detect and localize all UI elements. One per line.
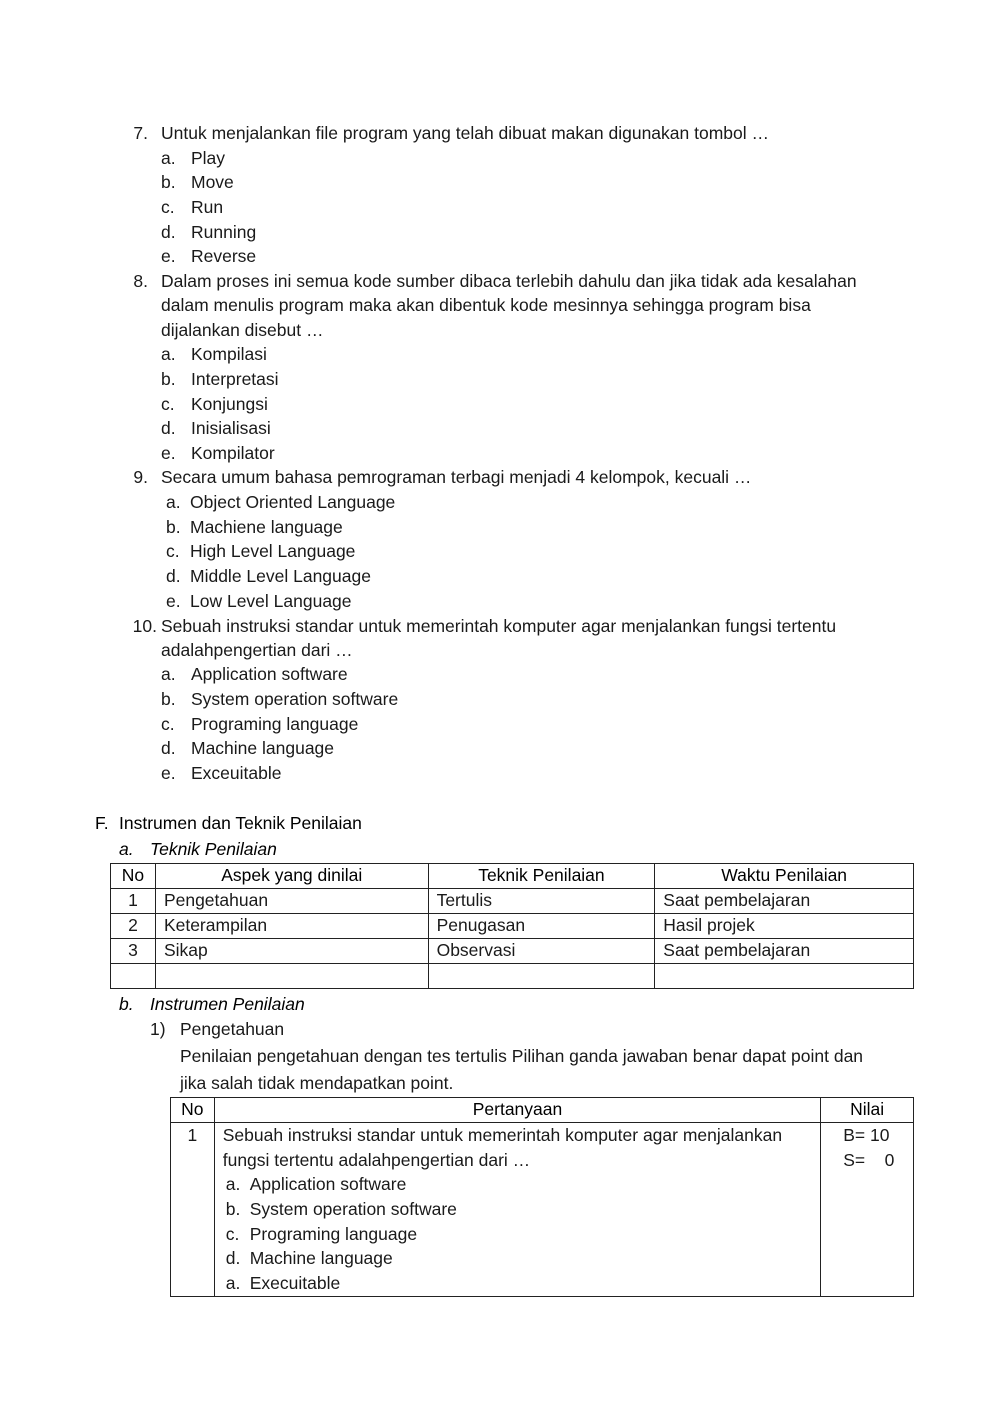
option-letter: c.	[161, 197, 175, 217]
question-text: Dalam proses ini semua kode sumber dibaca terlebih dahulu dan jika tidak ada kesalahan	[161, 271, 857, 291]
option-text: Machine language	[249, 1248, 393, 1269]
option-letter: e.	[161, 443, 176, 463]
option-text: Move	[191, 172, 234, 192]
cell-technique: Observasi	[428, 939, 655, 964]
list-item	[226, 1246, 821, 1271]
header-aspect: Aspek yang dinilai	[155, 864, 428, 889]
header-question: Pertanyaan	[214, 1098, 821, 1123]
option-letter: c.	[161, 714, 175, 734]
question-number: 10.	[132, 616, 157, 636]
header-score: Nilai	[821, 1098, 914, 1123]
option-letter: e.	[161, 763, 176, 783]
cell-aspect: Keterampilan	[155, 914, 428, 939]
item-title: Pengetahuan	[180, 1019, 285, 1039]
cell-score	[821, 1123, 914, 1297]
cell-aspect	[155, 964, 428, 989]
paragraph-line: jika salah tidak mendapatkan point.	[180, 1073, 454, 1093]
option-letter: a.	[225, 1174, 241, 1195]
table-header-row	[111, 864, 914, 889]
option-text: High Level Language	[190, 541, 356, 561]
cell-technique	[428, 964, 655, 989]
header-no: No	[171, 1098, 215, 1123]
option-text: Running	[191, 222, 257, 242]
option-letter: c.	[225, 1223, 240, 1244]
table-row	[111, 914, 914, 939]
cell-time: Hasil projek	[655, 914, 914, 939]
header-time: Waktu Penilaian	[655, 864, 914, 889]
option-letter: b.	[166, 517, 181, 537]
table-row	[111, 939, 914, 964]
section-letter: F.	[95, 813, 109, 833]
option-letter: a.	[161, 148, 176, 168]
option-text: System operation software	[249, 1199, 457, 1220]
option-letter: d.	[161, 222, 176, 242]
option-text: Interpretasi	[191, 369, 279, 389]
question-number: 7.	[133, 123, 148, 143]
option-letter: e.	[161, 246, 176, 266]
option-letter: b.	[161, 172, 176, 192]
option-text: Exceuitable	[191, 763, 282, 783]
option-text: Middle Level Language	[190, 566, 371, 586]
option-letter: a.	[161, 664, 176, 684]
cell-no: 2	[111, 914, 156, 939]
question-text: Sebuah instruksi standar untuk memerintah komputer agar menjalankan fungsi tertentu	[161, 616, 837, 636]
option-text: Object Oriented Language	[190, 492, 396, 512]
question-text: adalahpengertian dari …	[161, 640, 353, 660]
option-letter: d.	[161, 738, 176, 758]
option-text: Reverse	[191, 246, 257, 266]
cell-time	[655, 964, 914, 989]
question-number: 8.	[133, 271, 148, 291]
paragraph-line: Penilaian pengetahuan dengan tes tertulis Pilihan ganda jawaban benar dapat point dan	[180, 1046, 864, 1066]
option-text: Run	[191, 197, 224, 217]
option-letter: c.	[166, 541, 180, 561]
question-text: dijalankan disebut …	[161, 320, 324, 340]
option-text: Machine language	[191, 738, 335, 758]
option-text: Kompilasi	[191, 344, 267, 364]
cell-no	[171, 1123, 215, 1297]
section-title: Instrumen dan Teknik Penilaian	[119, 813, 362, 833]
option-text: Inisialisasi	[191, 418, 271, 438]
score-correct: B= 10	[843, 1125, 890, 1145]
option-letter: c.	[161, 394, 175, 414]
option-letter: a.	[225, 1273, 241, 1294]
cell-time: Saat pembelajaran	[655, 889, 914, 914]
option-text: Application software	[249, 1174, 407, 1195]
option-letter: d.	[225, 1248, 241, 1269]
cell-aspect: Sikap	[155, 939, 428, 964]
cell-no: 1	[111, 889, 156, 914]
knowledge-instrument-table	[170, 1097, 914, 1297]
option-letter: b.	[161, 369, 176, 389]
subsection-letter: b.	[119, 994, 134, 1014]
list-item	[226, 1197, 821, 1222]
option-text: Application software	[191, 664, 348, 684]
option-letter: b.	[225, 1199, 241, 1220]
option-text: Low Level Language	[190, 591, 352, 611]
assessment-technique-table	[110, 863, 914, 989]
option-text: Kompilator	[191, 443, 275, 463]
list-item	[226, 1271, 821, 1296]
option-text: Konjungsi	[191, 394, 268, 414]
cell-technique: Tertulis	[428, 889, 655, 914]
question-text: Sebuah instruksi standar untuk memerintah komputer agar menjalankan	[222, 1125, 783, 1145]
cell-time: Saat pembelajaran	[655, 939, 914, 964]
option-letter: a.	[161, 344, 176, 364]
row-number: 1	[187, 1125, 198, 1145]
list-item	[226, 1222, 821, 1247]
item-number: 1)	[150, 1019, 166, 1039]
option-letter: a.	[166, 492, 181, 512]
question-text: dalam menulis program maka akan dibentuk kode mesinnya sehingga program bisa	[161, 295, 811, 315]
table-row-empty	[111, 964, 914, 989]
option-text: Programing language	[191, 714, 359, 734]
cell-technique: Penugasan	[428, 914, 655, 939]
question-text: fungsi tertentu adalahpengertian dari …	[222, 1149, 531, 1170]
option-letter: b.	[161, 689, 176, 709]
score-wrong: S= 0	[843, 1149, 895, 1170]
option-text: System operation software	[191, 689, 399, 709]
option-text: Programing language	[249, 1223, 418, 1244]
option-letter: d.	[161, 418, 176, 438]
option-letter: d.	[166, 566, 181, 586]
option-text: Execuitable	[249, 1273, 341, 1294]
question-number: 9.	[133, 467, 148, 487]
table-row	[111, 889, 914, 914]
table-header-row	[171, 1098, 914, 1123]
question-text: Untuk menjalankan file program yang telah dibuat makan digunakan tombol …	[161, 123, 769, 143]
list-item	[226, 1172, 821, 1197]
table-row	[171, 1123, 914, 1297]
subsection-letter: a.	[119, 839, 134, 859]
option-text: Play	[191, 148, 226, 168]
option-letter: e.	[166, 591, 181, 611]
cell-no: 3	[111, 939, 156, 964]
subsection-title: Teknik Penilaian	[150, 839, 277, 859]
header-technique: Teknik Penilaian	[428, 864, 655, 889]
cell-no	[111, 964, 156, 989]
option-text: Machiene language	[190, 517, 343, 537]
option-list	[223, 1172, 821, 1295]
cell-question	[214, 1123, 821, 1297]
subsection-title: Instrumen Penilaian	[150, 994, 305, 1014]
cell-aspect: Pengetahuan	[155, 889, 428, 914]
header-no: No	[111, 864, 156, 889]
question-text: Secara umum bahasa pemrograman terbagi menjadi 4 kelompok, kecuali …	[161, 467, 752, 487]
